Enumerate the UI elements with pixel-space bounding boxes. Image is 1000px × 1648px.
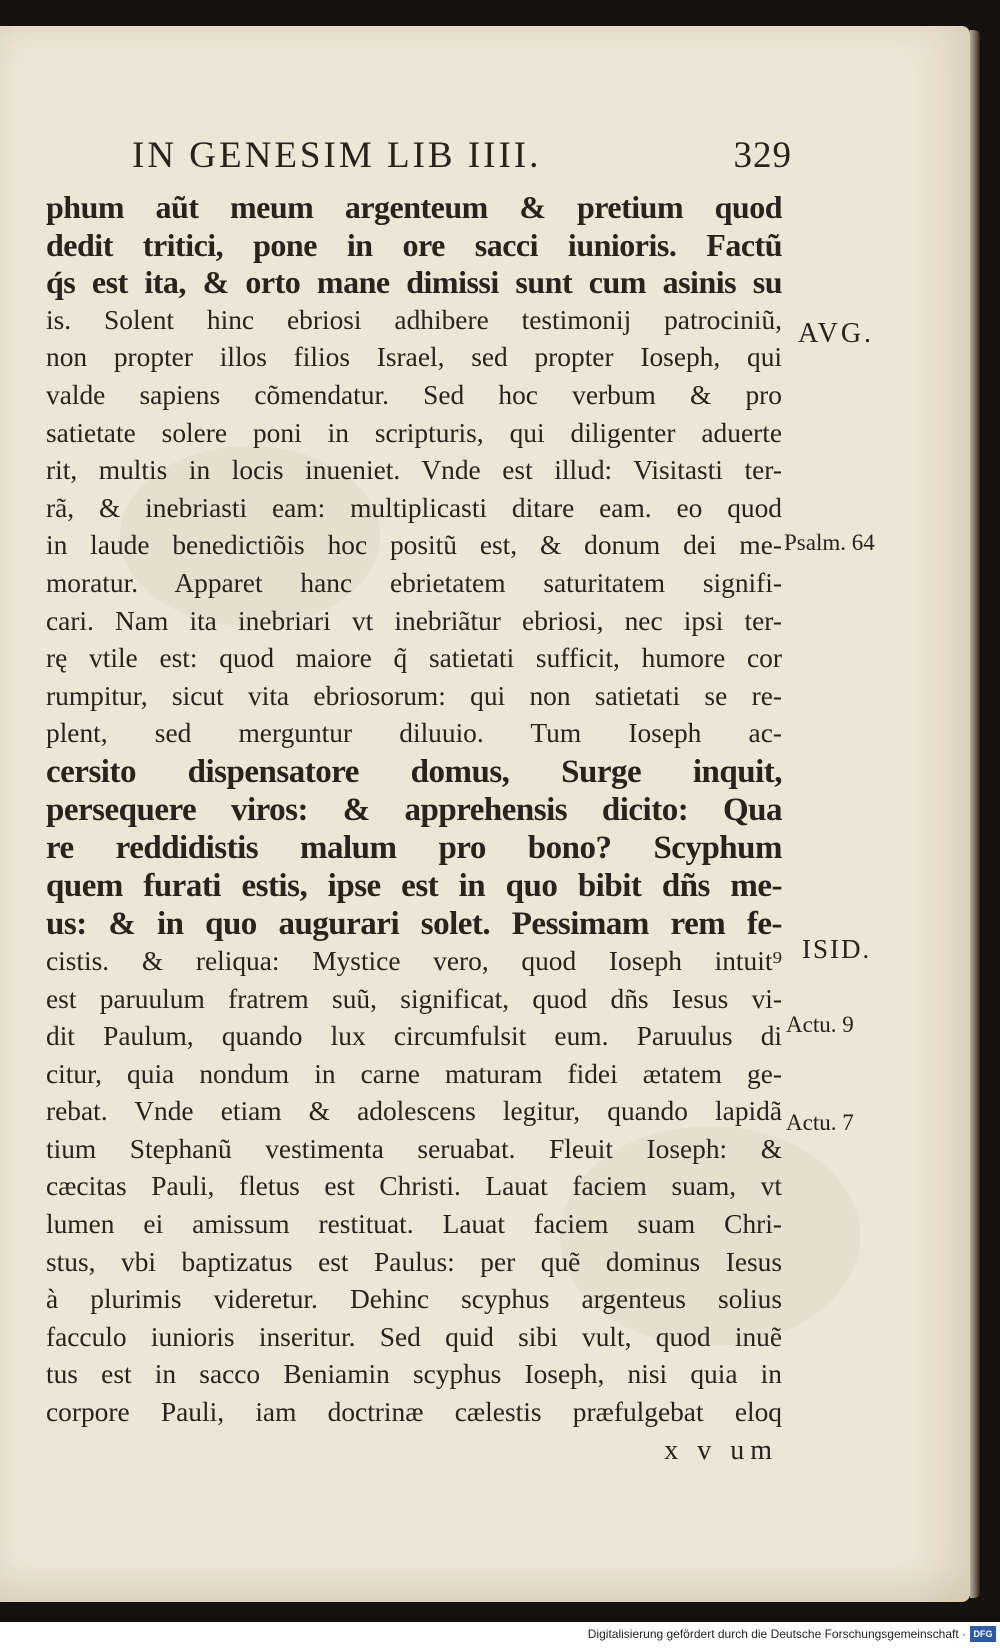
text-line: rã, & inebriasti eam: multiplicasti ditare eam. eo quod bbox=[46, 492, 782, 523]
main-text-block bbox=[46, 189, 782, 1469]
text-line: plent, sed merguntur diluuio. Tum Ioseph ac- bbox=[46, 718, 782, 749]
running-head bbox=[132, 134, 792, 177]
text-line: rę vtile est: quod maiore q̃ satietati sufficit, humore cor bbox=[46, 643, 782, 674]
text-line: dit Paulum, quando lux circumfulsit eum. Paruulus di bbox=[46, 1021, 782, 1052]
text-line: citur, quia nondum in carne maturam fidei ætatem ge- bbox=[46, 1058, 782, 1089]
page-number: 329 bbox=[733, 135, 792, 176]
catchword-line: x v um bbox=[664, 1434, 778, 1466]
text-line: corpore Pauli, iam doctrinæ cælestis præfulgebat eloq bbox=[46, 1397, 782, 1428]
text-line: est paruulum fratrem suũ, significat, quod dñs Iesus vi- bbox=[46, 983, 782, 1014]
text-line: tus est in sacco Beniamin scyphus Ioseph, nisi quia in bbox=[46, 1359, 782, 1390]
text-line: facculo iunioris inseritur. Sed quid sibi vult, quod inuẽ bbox=[46, 1321, 782, 1352]
marginal-note-psalm: Psalm. 64 bbox=[784, 530, 875, 555]
text-line: lumen ei amissum restituat. Lauat faciem suam Chri- bbox=[46, 1209, 782, 1240]
marginal-note-actu9: Actu. 9 bbox=[786, 1012, 854, 1037]
text-line: rumpitur, sicut vita ebriosorum: qui non satietati se re- bbox=[46, 680, 782, 711]
text-line: tium Stephanũ vestimenta seruabat. Fleuit Ioseph: & bbox=[46, 1133, 782, 1164]
text-line: quem furati estis, ipse est in quo bibit dñs me- bbox=[46, 867, 782, 904]
text-line: valde sapiens cõmendatur. Sed hoc verbum & pro bbox=[46, 379, 782, 410]
footer-credit: Digitalisierung gefördert durch die Deutsche Forschungsgemeinschaft · bbox=[587, 1627, 966, 1641]
text-line: rebat. Vnde etiam & adolescens legitur, quando lapidã bbox=[46, 1096, 782, 1127]
text-line: cersito dispensatore domus, Surge inquit, bbox=[46, 753, 782, 790]
text-line: non propter illos filios Israel, sed propter Ioseph, qui bbox=[46, 342, 782, 373]
running-head-title: IN GENESIM LIB IIII. bbox=[132, 135, 542, 176]
text-line: cari. Nam ita inebriari vt inebriãtur ebriosi, nec ipsi ter- bbox=[46, 605, 782, 636]
text-line: à plurimis videretur. Dehinc scyphus argenteus solius bbox=[46, 1284, 782, 1315]
text-line: re reddidistis malum pro bono? Scyphum bbox=[46, 829, 782, 866]
marginal-note-isid: ISID. bbox=[802, 934, 872, 964]
text-line: moratur. Apparet hanc ebrietatem saturitatem signifi- bbox=[46, 567, 782, 598]
dfg-logo: DFG bbox=[970, 1626, 996, 1642]
page-edge bbox=[970, 30, 980, 1598]
text-line: stus, vbi baptizatus est Paulus: per quẽ dominus Iesus bbox=[46, 1246, 782, 1277]
text-line: phum aũt meum argenteum & pretium quod bbox=[46, 189, 782, 225]
text-line: cæcitas Pauli, fletus est Christi. Lauat faciem suam, vt bbox=[46, 1171, 782, 1202]
text-line: is. Solent hinc ebriosi adhibere testimonij patrociniũ, bbox=[46, 304, 782, 335]
text-line: dedit tritici, pone in ore sacci iunioris. Factũ bbox=[46, 226, 782, 263]
marginal-note-aug: AVG. bbox=[798, 318, 875, 349]
text-line: in laude benedictiõis hoc positũ est, & donum dei me- bbox=[46, 530, 782, 561]
text-line: satietate solere poni in scripturis, qui diligenter aduerte bbox=[46, 417, 782, 448]
footer-bar bbox=[0, 1622, 1000, 1648]
text-line: rit, multis in locis inueniet. Vnde est illud: Visitasti ter- bbox=[46, 455, 782, 486]
text-line: persequere viros: & apprehensis dicito: Qua bbox=[46, 791, 782, 828]
text-line: q́s est ita, & orto mane dimissi sunt cum asinis su bbox=[46, 264, 782, 301]
text-line: us: & in quo augurari solet. Pessimam rem fe- bbox=[46, 905, 782, 942]
marginal-note-actu7: Actu. 7 bbox=[786, 1110, 854, 1135]
text-line: cistis. & reliqua: Mystice vero, quod Ioseph intuit⁹ bbox=[46, 945, 782, 976]
